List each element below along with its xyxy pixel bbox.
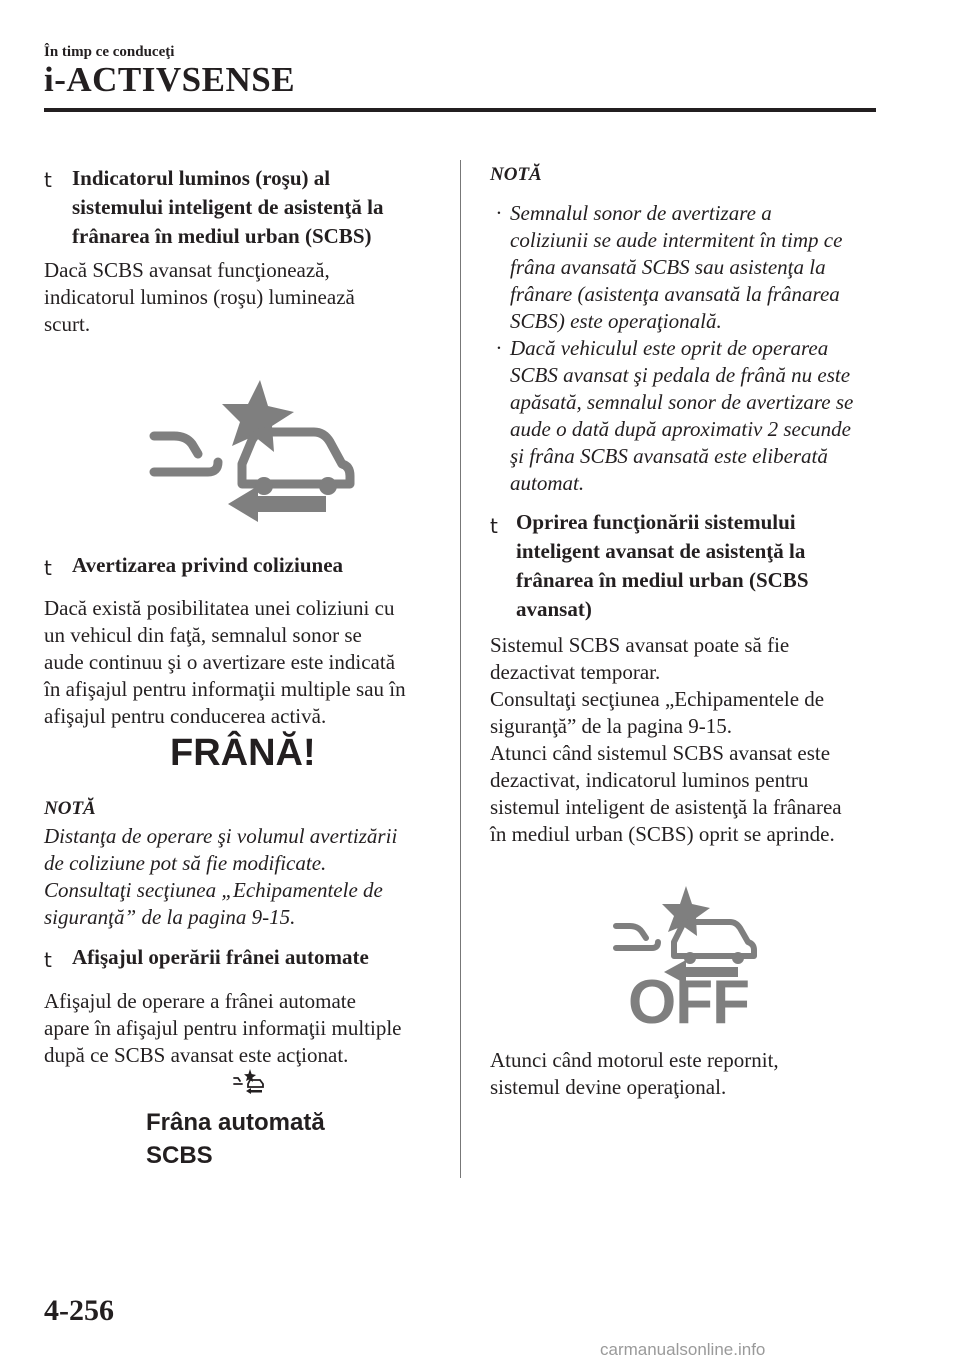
paragraph-auto-brake-display: Afişajul de operare a frânei automate apare în afişajul pentru informaţii multiple după ce SCBS avansat este acţionat.	[44, 989, 402, 1067]
note-bullet-2: Dacă vehiculul este oprit de operarea SCBS avansat şi pedala de frână nu este apăsată, semnalul sonor de avertizare se aude o dată după aproximativ 2 secunde şi frâna SCBS avansată este eliberată automat.	[510, 336, 854, 495]
paragraph-engine-restart: Atunci când motorul este repornit, sistemul devine operaţional.	[490, 1048, 779, 1099]
breadcrumb: În timp ce conduceţi	[44, 44, 175, 60]
note-title: NOTĂ	[490, 164, 542, 185]
header-rule	[44, 108, 876, 112]
section-bullet-icon: t	[490, 514, 498, 538]
section-heading-collision-warning: Avertizarea privind coliziunea	[72, 553, 344, 577]
scbs-small-icon	[232, 1068, 266, 1094]
paragraph-scbs-off: Sistemul SCBS avansat poate să fie dezactivat temporar. Consultaţi secţiunea „Echipamentele de siguranţă” de la pagina 9-15. Atunci când sistemul SCBS avansat este dezactivat, indicatorul luminos pentru sistemul inteligent de asistenţă la frânarea în mediul urban (SCBS) oprit se aprinde.	[490, 633, 842, 846]
section-heading-scbs-off: Oprirea funcţionării sistemului inteligent avansat de asistenţă la frânarea în mediul urban (SCBS avansat)	[516, 510, 809, 621]
section-heading-scbs-indicator: Indicatorul luminos (roşu) al sistemului inteligent de asistenţă la frânarea în mediul urban (SCBS)	[72, 166, 384, 248]
section-bullet-icon: t	[44, 948, 52, 972]
scbs-warning-light-icon	[148, 372, 358, 522]
note-distance: Distanţa de operare şi volumul avertizării de coliziune pot să fie modificate. Consultaţi secţiunea „Echipamentele de siguranţă” de la pagina 9-15.	[44, 824, 398, 929]
off-label: OFF	[628, 968, 749, 1037]
note-bullet-dot: ·	[496, 201, 502, 225]
paragraph-scbs-indicator: Dacă SCBS avansat funcţionează, indicatorul luminos (roşu) luminează scurt.	[44, 258, 355, 336]
note-bullet-1: Semnalul sonor de avertizare a coliziunii se aude intermitent în timp ce frâna avansată SCBS sau asistenţa la frânare (asistenţa avansată la frânarea SCBS) este operaţională.	[510, 201, 843, 333]
auto-brake-display: Frâna automată SCBS	[146, 1109, 325, 1169]
chapter-title: i-ACTIVSENSE	[44, 60, 296, 99]
paragraph-collision-warning: Dacă există posibilitatea unei coliziuni cu un vehicul din faţă, semnalul sonor se aude continuu şi o avertizare este indicată în afişajul pentru informaţii multiple sau în afişajul pentru conducerea activă.	[44, 596, 406, 728]
page-number: 4-256	[44, 1294, 114, 1327]
note-title: NOTĂ	[44, 798, 96, 819]
brake-warning-display: FRÂNĂ!	[170, 732, 316, 774]
note-bullet-dot: ·	[496, 336, 502, 360]
section-bullet-icon: t	[44, 168, 52, 192]
section-heading-auto-brake-display: Afişajul operării frânei automate	[72, 945, 369, 969]
watermark: carmanualsonline.info	[600, 1340, 766, 1359]
column-divider	[460, 160, 461, 1178]
section-bullet-icon: t	[44, 556, 52, 580]
